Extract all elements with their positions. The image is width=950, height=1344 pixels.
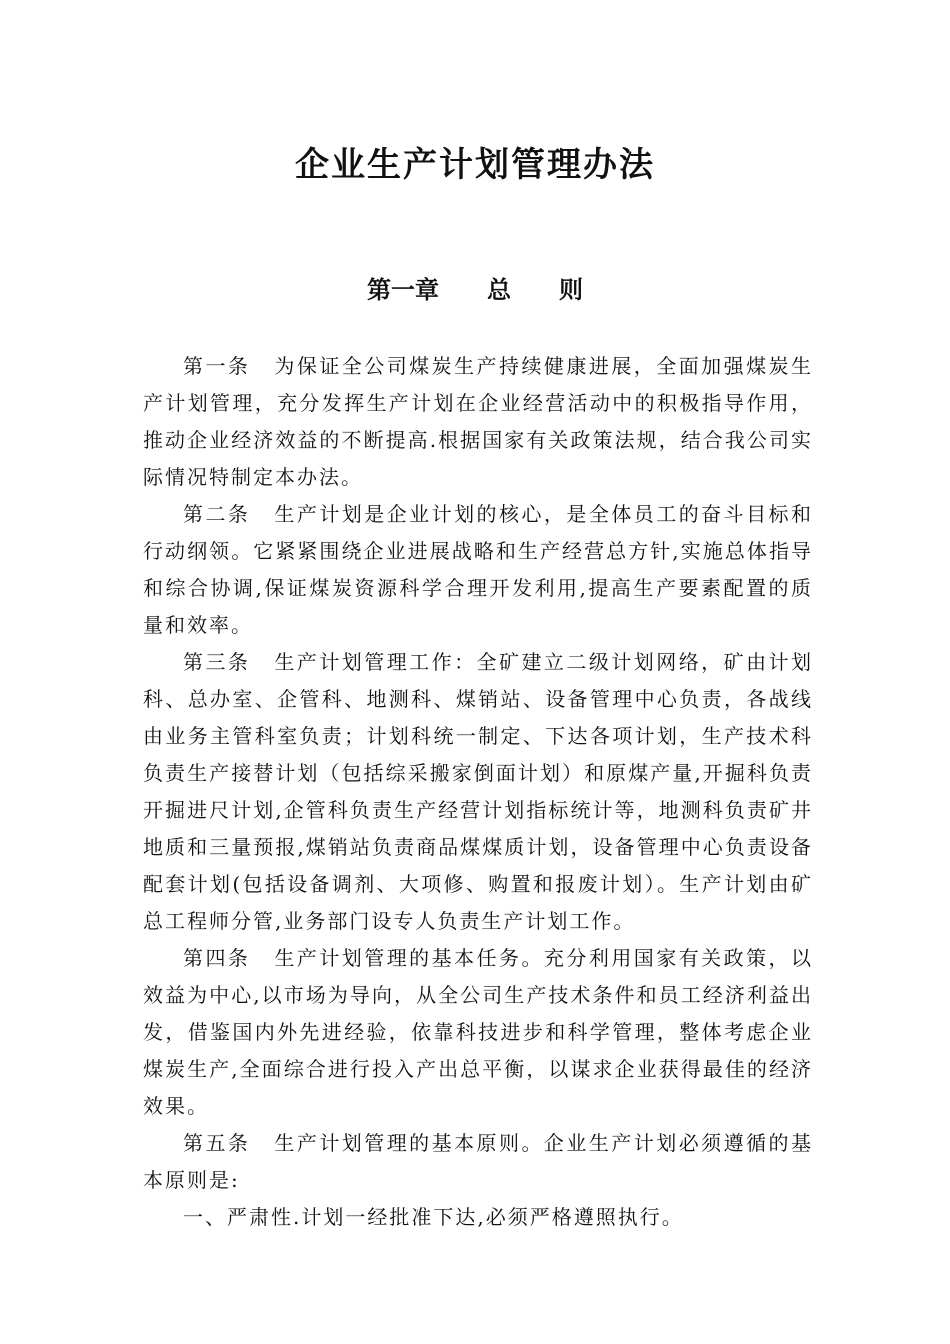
article-paragraph xyxy=(143,1125,813,1199)
article-paragraph xyxy=(143,940,813,1125)
article-text: 生产计划是企业计划的核心，是全体员工的奋斗目标和行动纲领。它紧紧围绕企业进展战略和生产经营总方针,实施总体指导和综合协调,保证煤炭资源科学合理开发利用,提高生产要素配置的质量和效率。 xyxy=(143,502,814,637)
list-item-text: 一、严肃性.计划一经批准下达,必须严格遵照执行。 xyxy=(183,1205,684,1229)
article-text: 为保证全公司煤炭生产持续健康进展，全面加强煤炭生产计划管理，充分发挥生产计划在企业经营活动中的积极指导作用，推动企业经济效益的不断提高.根据国家有关政策法规，结合我公司实际情况特制定本办法。 xyxy=(143,354,814,489)
list-item xyxy=(143,1199,813,1236)
article-number: 第五条 xyxy=(183,1131,251,1155)
document-body xyxy=(143,348,813,1236)
article-text: 生产计划管理的基本任务。充分利用国家有关政策，以效益为中心,以市场为导向，从全公司生产技术条件和员工经济利益出发，借鉴国内外先进经验，依靠科技进步和科学管理，整体考虑企业煤炭生产,全面综合进行投入产出总平衡，以谋求企业获得最佳的经济效果。 xyxy=(143,946,814,1118)
article-paragraph xyxy=(143,644,813,940)
article-number: 第三条 xyxy=(183,650,251,674)
article-number: 第二条 xyxy=(183,502,251,526)
article-number: 第一条 xyxy=(183,354,251,378)
article-text: 生产计划管理的基本原则。企业生产计划必须遵循的基本原则是: xyxy=(143,1131,814,1192)
article-number: 第四条 xyxy=(183,946,251,970)
article-paragraph xyxy=(143,348,813,496)
article-text: 生产计划管理工作：全矿建立二级计划网络，矿由计划科、总办室、企管科、地测科、煤销站、设备管理中心负责，各战线由业务主管科室负责；计划科统一制定、下达各项计划，生产技术科负责生产接替计划（包括综采搬家倒面计划）和原煤产量,开掘科负责开掘进尺计划,企管科负责生产经营计划指标统计等，地测科负责矿井地质和三量预报,煤销站负责商品煤煤质计划，设备管理中心负责设备配套计划(包括设备调剂、大项修、购置和报废计划）。生产计划由矿总工程师分管,业务部门设专人负责生产计划工作。 xyxy=(143,650,814,933)
document-title: 企业生产计划管理办法 xyxy=(295,145,655,185)
chapter-title: 第一章 总 则 xyxy=(367,275,583,304)
article-paragraph xyxy=(143,496,813,644)
